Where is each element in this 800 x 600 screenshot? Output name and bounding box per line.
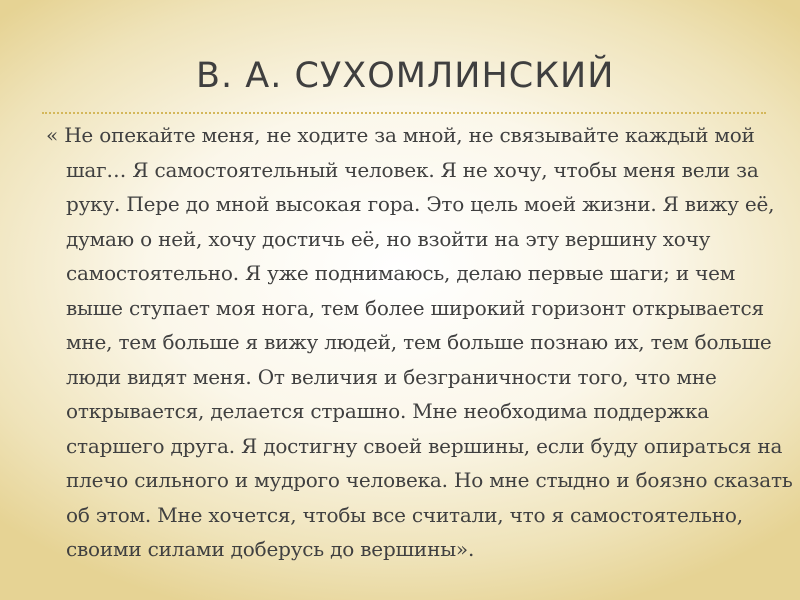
quote-text: « Не опекайте меня, не ходите за мной, не связывайте каждый мой шаг… Я самостоятельный человек. Я не хочу, чтобы меня вели за руку. Пере до мной высокая гора. Это цель моей жизни. Я вижу её, думаю о ней, хочу достичь её, но взойти на эту вершину хочу самостоятельно. Я уже поднимаюсь, делаю первые шаги; и чем выше ступает моя нога, тем более широкий горизонт открывается мне, тем больше я вижу людей, тем больше познаю их, тем больше люди видят меня. От величия и безграничности того, что мне открывается, делается страшно. Мне необходима поддержка старшего друга. Я достигну своей вершины, если буду опираться на плечо сильного и мудрого человека. Но мне стыдно и боязно сказать об этом. Мне хочется, чтобы все считали, что я самостоятельно, своими силами доберусь до вершины». — [46, 123, 793, 561]
title-divider — [42, 112, 766, 114]
slide-title: В. А. СУХОМЛИНСКИЙ — [196, 56, 615, 96]
